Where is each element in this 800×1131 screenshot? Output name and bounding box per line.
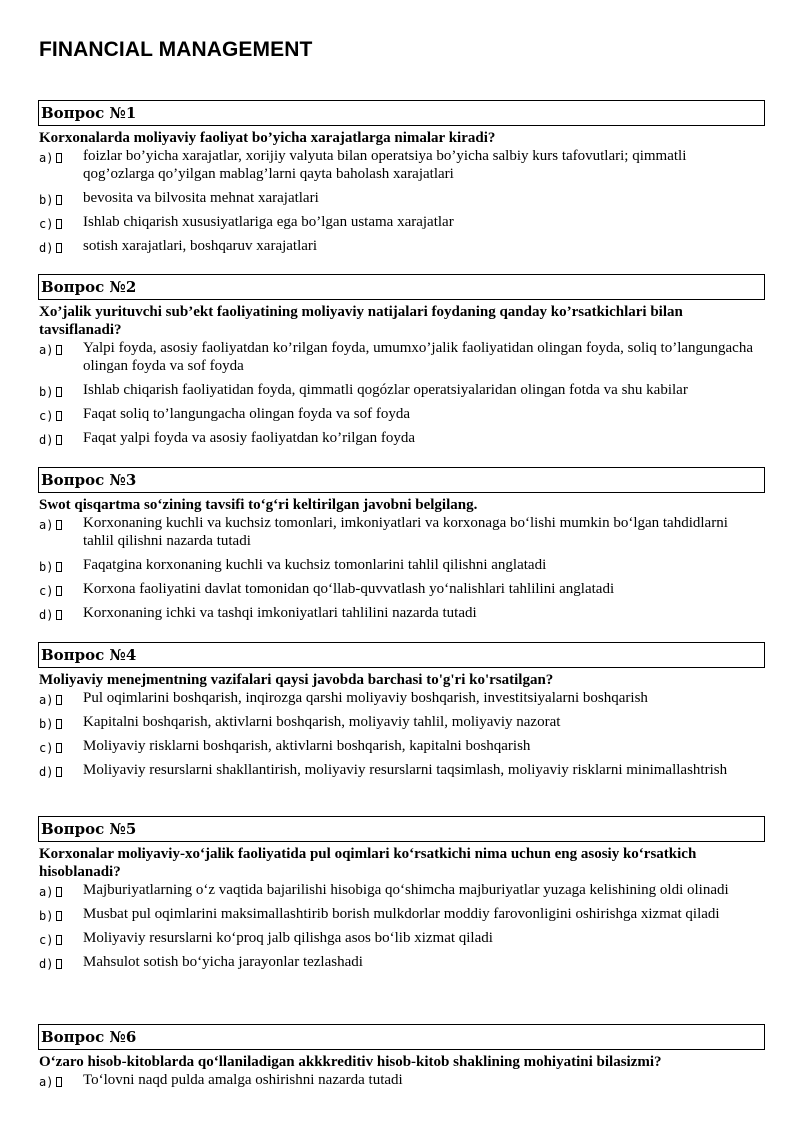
question-header: Вопрос №6	[38, 1024, 765, 1050]
answer-text: Ishlab chiqarish xususiyatlariga ega bo’lgan ustama xarajatlar	[83, 214, 454, 230]
checkbox-icon	[56, 959, 62, 969]
answer-text: Pul oqimlarini boshqarish, inqirozga qarshi moliyaviy boshqarish, investitsiyalarni boshqarish	[83, 690, 648, 706]
answer-text: Korxona faoliyatini davlat tomonidan qo‘llab-quvvatlash yo‘nalishlari tahlilini anglatadi	[83, 581, 615, 597]
question-header: Вопрос №1	[38, 100, 765, 126]
answer-option[interactable]	[38, 905, 765, 929]
checkbox-icon	[56, 345, 62, 355]
answer-option[interactable]	[38, 580, 765, 604]
answer-option[interactable]	[38, 737, 765, 761]
checkbox-icon	[56, 586, 62, 596]
answer-letter: a)	[39, 693, 79, 707]
answer-text: Faqatgina korxonaning kuchli va kuchsiz tomonlarini tahlil qilishni anglatadi	[83, 557, 547, 573]
answer-text: Faqat yalpi foyda va asosiy faoliyatdan ko’rilgan foyda	[83, 430, 415, 446]
checkbox-icon	[56, 1077, 62, 1087]
checkbox-icon	[56, 387, 62, 397]
question-text: Xo’jalik yurituvchi sub’ekt faoliyatining moliyaviy natijalari foydaning qanday ko’rsatkichlari bilan tavsiflanadi?	[39, 304, 683, 338]
answer-option[interactable]	[38, 929, 765, 953]
answer-text: Majburiyatlarning o‘z vaqtida bajarilishi hisobiga qo‘shimcha majburiyatlar yuzaga kelishining oldi olinadi	[83, 882, 729, 898]
answer-letter: a)	[39, 885, 79, 899]
answer-letter: a)	[39, 343, 79, 357]
answer-option[interactable]	[38, 189, 765, 213]
question-text: Korxonalar moliyaviy-xo‘jalik faoliyatida pul oqimlari ko‘rsatkichi nima uchun eng asosiy ko‘rsatkich hisoblanadi?	[39, 846, 697, 880]
checkbox-icon	[56, 243, 62, 253]
question-header: Вопрос №5	[38, 816, 765, 842]
answer-option[interactable]	[38, 761, 765, 785]
question-text: Moliyaviy menejmentning vazifalari qaysi javobda barchasi to'g'ri ko'rsatilgan?	[39, 672, 554, 688]
answer-option[interactable]	[38, 556, 765, 580]
answer-text: sotish xarajatlari, boshqaruv xarajatlari	[83, 238, 318, 254]
checkbox-icon	[56, 195, 62, 205]
question-block	[38, 1024, 765, 1095]
answer-text: Ishlab chiqarish faoliyatidan foyda, qimmatli qogózlar operatsiyalaridan olingan fotda va shu kabilar	[83, 382, 688, 398]
answer-letter: c)	[39, 933, 79, 947]
answer-letter: d)	[39, 765, 79, 779]
checkbox-icon	[56, 911, 62, 921]
question-text: O‘zaro hisob-kitoblarda qo‘llaniladigan akkkreditiv hisob-kitob shaklining mohiyatini bilasizmi?	[39, 1054, 662, 1070]
document-title: FINANCIAL MANAGEMENT	[39, 38, 313, 61]
question-block	[38, 642, 765, 785]
answer-text: Moliyaviy risklarni boshqarish, aktivlarni boshqarish, kapitalni boshqarish	[83, 738, 531, 754]
checkbox-icon	[56, 887, 62, 897]
answer-letter: a)	[39, 518, 79, 532]
answer-text: Faqat soliq to’langungacha olingan foyda va sof foyda	[83, 406, 410, 422]
answer-letter: a)	[39, 151, 79, 165]
answer-option[interactable]	[38, 713, 765, 737]
answer-option[interactable]	[38, 405, 765, 429]
question-block	[38, 816, 765, 977]
answer-option[interactable]	[38, 213, 765, 237]
checkbox-icon	[56, 520, 62, 530]
question-text: Swot qisqartma so‘zining tavsifi to‘g‘ri keltirilgan javobni belgilang.	[39, 497, 478, 513]
answer-option[interactable]	[38, 339, 765, 381]
answer-letter: b)	[39, 560, 79, 574]
answer-option[interactable]	[38, 689, 765, 713]
checkbox-icon	[56, 935, 62, 945]
checkbox-icon	[56, 743, 62, 753]
answer-option[interactable]	[38, 429, 765, 453]
answer-option[interactable]	[38, 381, 765, 405]
checkbox-icon	[56, 562, 62, 572]
question-block	[38, 274, 765, 453]
question-text: Korxonalarda moliyaviy faoliyat bo’yicha xarajatlarga nimalar kiradi?	[39, 130, 496, 146]
question-header: Вопрос №2	[38, 274, 765, 300]
answer-text: Kapitalni boshqarish, aktivlarni boshqarish, moliyaviy tahlil, moliyaviy nazorat	[83, 714, 561, 730]
checkbox-icon	[56, 219, 62, 229]
answer-text: Yalpi foyda, asosiy faoliyatdan ko’rilgan foyda, umumxo’jalik faoliyatidan olingan foyda, soliq to’langungacha olingan foyda va sof foyda	[83, 340, 753, 374]
answer-option[interactable]	[38, 881, 765, 905]
answer-option[interactable]	[38, 514, 765, 556]
answer-letter: c)	[39, 584, 79, 598]
checkbox-icon	[56, 153, 62, 163]
checkbox-icon	[56, 719, 62, 729]
answer-letter: d)	[39, 241, 79, 255]
answer-option[interactable]	[38, 953, 765, 977]
answer-text: Moliyaviy resurslarni shakllantirish, moliyaviy resurslarni taqsimlash, moliyaviy risklarni minimallashtrish	[83, 762, 728, 778]
answer-option[interactable]	[38, 237, 765, 261]
answer-option[interactable]	[38, 147, 765, 189]
answer-letter: b)	[39, 717, 79, 731]
answer-text: Korxonaning kuchli va kuchsiz tomonlari, imkoniyatlari va korxonaga bo‘lishi mumkin bo‘lgan tahdidlarni tahlil qilishni nazarda tutadi	[83, 515, 728, 549]
answer-letter: d)	[39, 433, 79, 447]
answer-letter: c)	[39, 217, 79, 231]
answer-text: Musbat pul oqimlarini maksimallashtirib borish mulkdorlar moddiy farovonligini oshirishga xizmat qiladi	[83, 906, 720, 922]
checkbox-icon	[56, 610, 62, 620]
answer-option[interactable]	[38, 604, 765, 628]
answer-letter: b)	[39, 909, 79, 923]
question-block	[38, 467, 765, 628]
question-header: Вопрос №3	[38, 467, 765, 493]
answer-letter: b)	[39, 193, 79, 207]
answer-letter: d)	[39, 957, 79, 971]
checkbox-icon	[56, 695, 62, 705]
answer-letter: b)	[39, 385, 79, 399]
checkbox-icon	[56, 767, 62, 777]
question-block	[38, 100, 765, 261]
answer-text: foizlar bo’yicha xarajatlar, xorijiy valyuta bilan operatsiya bo’yicha salbiy kurs tafovutlari; qimmatli qog’ozlarga qo’yilgan mablag’larni qayta baholash xarajatlari	[83, 148, 687, 182]
answer-letter: c)	[39, 409, 79, 423]
answer-text: bevosita va bilvosita mehnat xarajatlari	[83, 190, 319, 206]
checkbox-icon	[56, 435, 62, 445]
answer-text: Mahsulot sotish bo‘yicha jarayonlar tezlashadi	[83, 954, 363, 970]
answer-option[interactable]	[38, 1071, 765, 1095]
answer-text: Moliyaviy resurslarni ko‘proq jalb qilishga asos bo‘lib xizmat qiladi	[83, 930, 493, 946]
answer-letter: a)	[39, 1075, 79, 1089]
answer-letter: d)	[39, 608, 79, 622]
answer-letter: c)	[39, 741, 79, 755]
answer-text: To‘lovni naqd pulda amalga oshirishni nazarda tutadi	[83, 1072, 403, 1088]
checkbox-icon	[56, 411, 62, 421]
answer-text: Korxonaning ichki va tashqi imkoniyatlari tahlilini nazarda tutadi	[83, 605, 477, 621]
question-header: Вопрос №4	[38, 642, 765, 668]
